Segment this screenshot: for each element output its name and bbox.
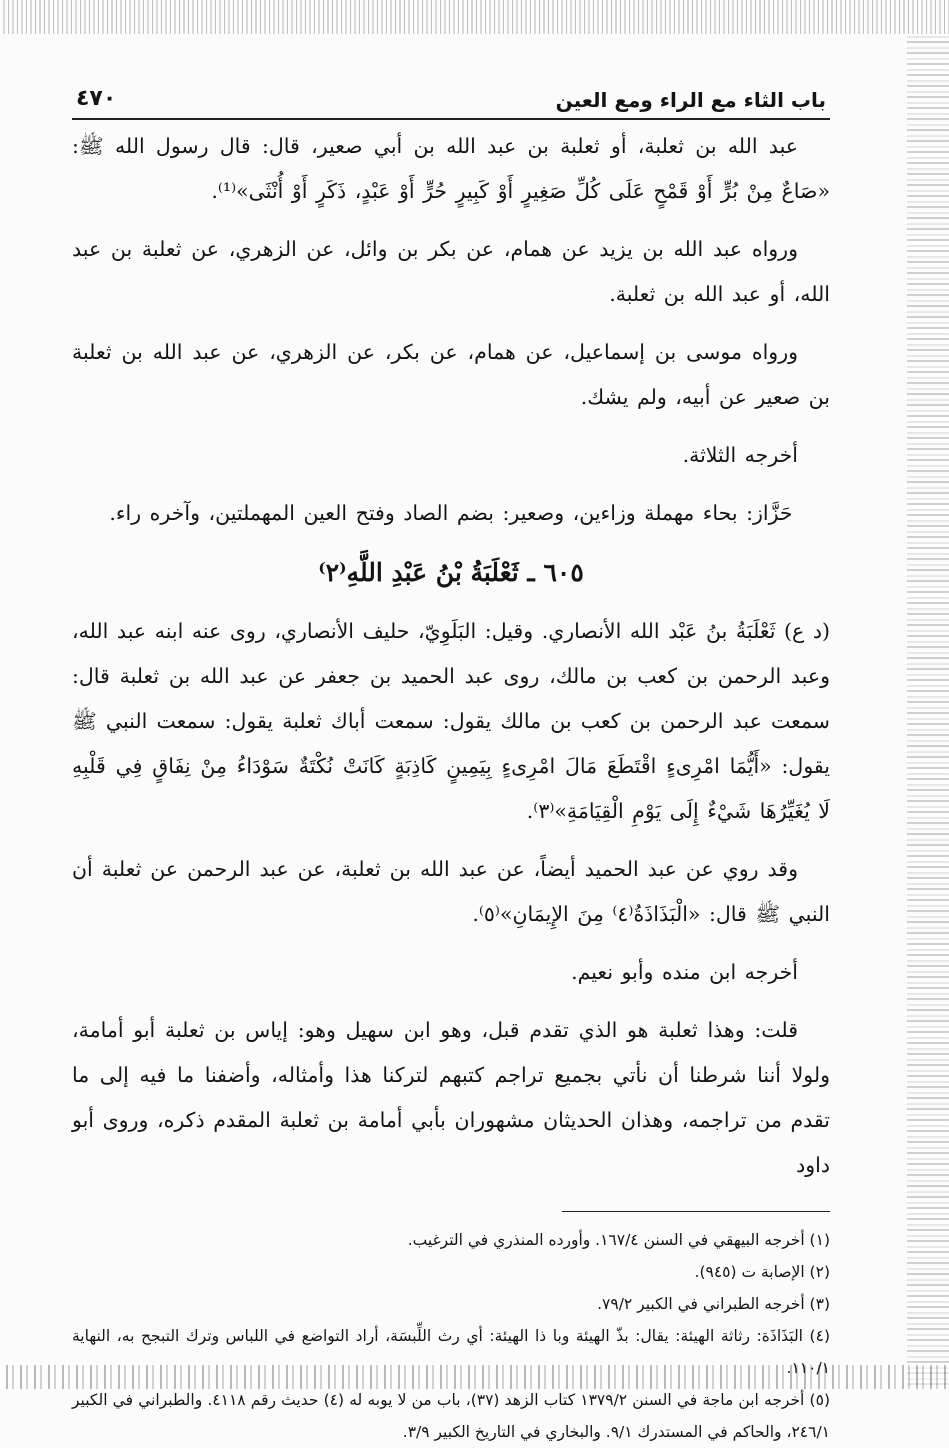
footnote: (٤) البَذَاذَة: رثاثة الهيئة: يقال: بذّ الهيئة وبا ذا الهيئة: أي رث اللِّبسَة، أراد التواضع في اللباس وترك التبجح به، النهاية ١١٠/١. [72,1327,830,1377]
paragraph: وقد روي عن عبد الحميد أيضاً، عن عبد الله بن ثعلبة، عن عبد الرحمن عن ثعلبة أن النبي ﷺ قال: «الْبَذَاذَةُ⁽٤⁾ مِنَ الإِيمَانِ»⁽٥⁾. [72,857,830,926]
footnote: (٢) الإصابة ت (٩٤٥). [694,1263,830,1281]
page-number: ٤٧٠ [76,86,117,111]
book-page [72,78,830,1441]
footnote: (٣) أخرجه الطبراني في الكبير ٧٩/٢. [597,1295,830,1313]
entry-heading: ٦٠٥ ـ ثَعْلَبَةُ بْنُ عَبْدِ اللَّهِ⁽٢⁾ [318,558,584,587]
decorative-border-right [907,34,949,1389]
paragraph: ورواه موسى بن إسماعيل، عن همام، عن بكر، عن الزهري، عن عبد الله بن ثعلبة بن صعير عن أبيه، ولم يشك. [72,340,830,409]
footnote: (٥) أخرجه ابن ماجة في السنن ١٣٧٩/٢ كتاب الزهد (٣٧)، باب من لا يوبه له (٤) حديث رقم ٤١١٨. والطبراني في الكبير ٢٤٦/١، والحاكم في المستدرك ٩/١. والبخاري في التاريخ الكبير ٣/٩. [72,1391,830,1441]
paragraph: (د ع) ثَعْلَبَةُ بنُ عَبْد الله الأنصاري. وقيل: البَلَوِيّ، حليف الأنصاري، روى عنه ابنه عبد الله، وعبد الرحمن بن كعب بن مالك، روى عبد الحميد بن جعفر عن عبد الله بن ثعلبة قال: سمعت عبد الرحمن بن كعب بن مالك يقول: سمعت أباك ثعلبة يقول: سمعت النبي ﷺ يقول: «أَيُّمَا امْرِىءٍ اقْتَطَعَ مَالَ امْرِىءٍ بِيَمِينٍ كَاذِبَةٍ كَانَتْ نُكْتَةٌ سَوْدَاءُ مِنْ نِفَاقٍ فِي قَلْبِهِ لَا يُغَيِّرُهَا شَيْءٌ إِلَى يَوْمِ الْقِيَامَةِ»⁽٣⁾. [72,619,830,823]
decorative-border-top [0,0,949,34]
paragraph: ورواه عبد الله بن يزيد عن همام، عن بكر بن وائل، عن الزهري، عن ثعلبة بن عبد الله، أو عبد الله بن ثعلبة. [72,237,830,306]
page-header [72,78,830,120]
footnote-divider [562,1211,830,1212]
paragraph: حَزَّاز: بحاء مهملة وزاءين، وصعير: بضم الصاد وفتح العين المهملتين، وآخره راء. [109,501,793,525]
paragraph: أخرجه ابن منده وأبو نعيم. [571,960,798,984]
paragraph: قلت: وهذا ثعلبة هو الذي تقدم قبل، وهو ابن سهيل وهو: إياس بن ثعلبة أبو أمامة، ولولا أننا شرطنا أن نأتي بجميع تراجم كتبهم لتركنا هذا وأمثاله، وأضفنا ما فيه إلى ما تقدم من تراجمه، وهذان الحديثان مشهوران بأبي أمامة بن ثعلبة المقدم ذكره، وروى أبو داود [72,1018,830,1177]
footnote: (١) أخرجه البيهقي في السنن ١٦٧/٤. وأورده المنذري في الترغيب. [407,1231,830,1249]
running-title: باب الثاء مع الراء ومع العين [555,88,826,112]
paragraph: عبد الله بن ثعلبة، أو ثعلبة بن عبد الله بن أبي صعير، قال: قال رسول الله ﷺ: «صَاعٌ مِنْ بُرٍّ أَوْ قَمْحٍ عَلَى كُلِّ صَغِيرٍ أَوْ كَبِيرٍ حُرٍّ أَوْ عَبْدٍ، ذَكَرٍ أَوْ أُنْثَى»⁽¹⁾. [72,134,830,203]
paragraph: أخرجه الثلاثة. [682,443,798,467]
page-body [72,124,830,1448]
